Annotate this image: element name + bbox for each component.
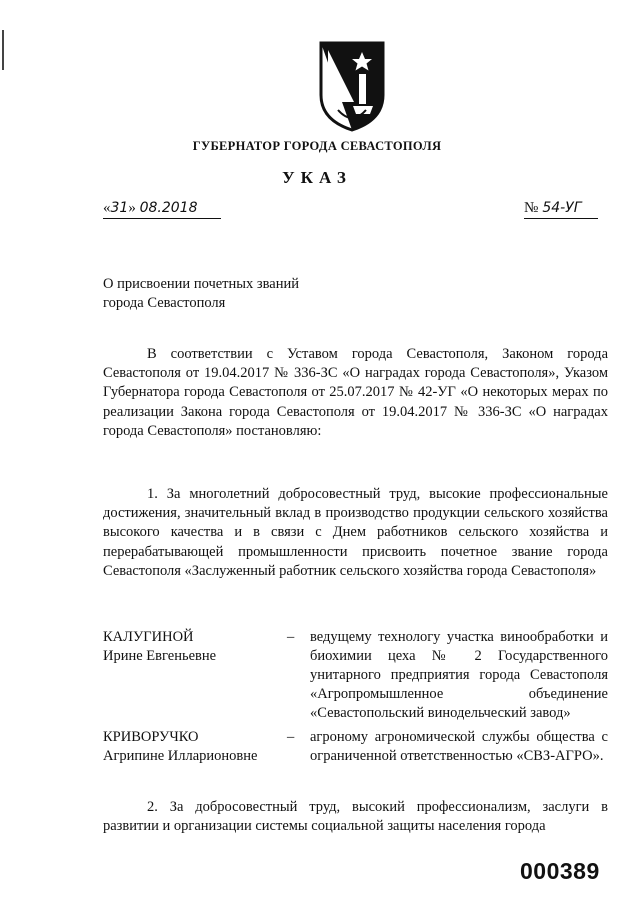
- date-month-year: 08.2018: [139, 200, 198, 216]
- item-1-paragraph: 1. За многолетний добросовестный труд, высокие профессиональные достижения, значительный вклад в производство продукции сельского хозяйства высокого качества и в связи с Днем работников сельского хозяйства и перерабатывающей промышленности присвоить почетное звание города Севастополя «Заслуженный работник сельского хозяйства города Севастополя»: [103, 486, 608, 579]
- number-prefix: №: [524, 200, 539, 216]
- sevastopol-coat-of-arms-icon: [318, 40, 386, 132]
- date-open-quote: «: [103, 200, 111, 216]
- awardee-name: [103, 728, 293, 766]
- awardee-surname: КАЛУГИНОЙ: [103, 629, 194, 645]
- document-number: [524, 200, 598, 219]
- issuer-title: ГУБЕРНАТОР ГОРОДА СЕВАСТОПОЛЯ: [192, 139, 442, 153]
- awardee-position: ведущему технологу участка винообработки и биохимии цеха № 2 Государственного унитарного предприятия города Севастополя «Агропромышленное объединение «Севастопольский винодельческий завод»: [310, 629, 608, 721]
- number-value: 54-УГ: [542, 200, 582, 216]
- subject-line: города Севастополя: [103, 295, 226, 311]
- document-type: УКАЗ: [282, 168, 352, 187]
- date-day: 31: [110, 200, 129, 216]
- preamble-paragraph: В соответствии с Уставом города Севастополя, Законом города Севастополя от 19.04.2017 № 336-ЗС «О наградах города Севастополя», Указом Губернатора города Севастополя от 25.07.2017 № 42-УГ «О некоторых мерах по реализации Закона города Севастополя от 19.04.2017 № 336-ЗС «О наградах города Севастополя» постановляю:: [103, 346, 608, 439]
- date-close-quote: »: [128, 200, 136, 216]
- awardee-dash: –: [287, 729, 295, 745]
- scan-edge-mark: [2, 30, 4, 70]
- page-number-stamp: 000389: [520, 858, 600, 884]
- item-2-paragraph: 2. За добросовестный труд, высокий профессионализм, заслуги в развитии и организации системы социальной защиты населения города: [103, 799, 608, 835]
- awardee-given-name: Агрипине Илларионовне: [103, 748, 258, 764]
- awardee-position: агроному агрономической службы общества с ограниченной ответственностью «СВЗ-АГРО».: [310, 729, 608, 764]
- awardee-dash: –: [287, 629, 295, 645]
- awardee-given-name: Ирине Евгеньевне: [103, 648, 217, 664]
- awardee-surname: КРИВОРУЧКО: [103, 729, 199, 745]
- document-date: [103, 200, 221, 219]
- awardee-name: [103, 628, 293, 666]
- subject-line: О присвоении почетных званий: [103, 276, 299, 292]
- document-subject: [103, 275, 299, 313]
